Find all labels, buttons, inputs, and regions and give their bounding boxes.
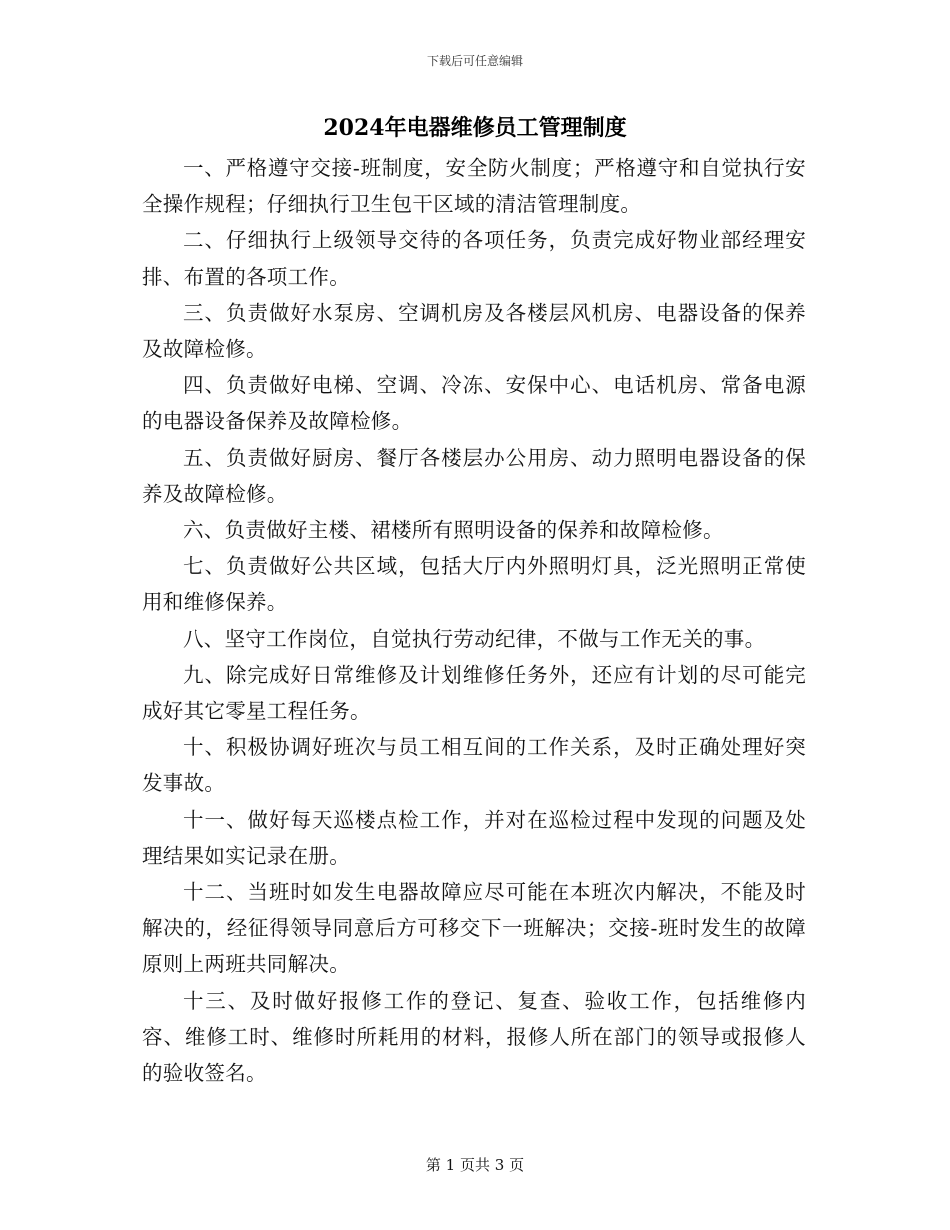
paragraph-8: 八、坚守工作岗位，自觉执行劳动纪律，不做与工作无关的事。	[183, 626, 766, 651]
paragraph-4: 四、负责做好电梯、空调、冷冻、安保中心、电话机房、常备电源的电器设备保养及故障检修。	[142, 373, 806, 434]
paragraph-1: 一、严格遵守交接-班制度，安全防火制度；严格遵守和自觉执行安全操作规程；仔细执行卫生包干区域的清洁管理制度。	[142, 156, 806, 217]
paragraph-7: 七、负责做好公共区域，包括大厅内外照明灯具，泛光照明正常使用和维修保养。	[142, 554, 806, 615]
paragraph-6: 六、负责做好主楼、裙楼所有照明设备的保养和故障检修。	[183, 518, 724, 543]
document-body	[142, 150, 806, 1091]
paragraph-11: 十一、做好每天巡楼点检工作，并对在巡检过程中发现的问题及处理结果如实记录在册。	[142, 807, 806, 868]
paragraph-12: 十二、当班时如发生电器故障应尽可能在本班次内解决，不能及时解决的，经征得领导同意后方可移交下一班解决；交接-班时发生的故障原则上两班共同解决。	[142, 880, 806, 977]
paragraph-3: 三、负责做好水泵房、空调机房及各楼层风机房、电器设备的保养及故障检修。	[142, 300, 806, 362]
page-header-note: 下载后可任意编辑	[426, 54, 523, 68]
document-title: 2024年电器维修员工管理制度	[323, 115, 627, 141]
paragraph-13: 十三、及时做好报修工作的登记、复查、验收工作，包括维修内容、维修工时、维修时所耗用的材料，报修人所在部门的领导或报修人的验收签名。	[142, 988, 806, 1086]
paragraph-5: 五、负责做好厨房、餐厅各楼层办公用房、动力照明电器设备的保养及故障检修。	[142, 445, 806, 506]
paragraph-9: 九、除完成好日常维修及计划维修任务外，还应有计划的尽可能完成好其它零星工程任务。	[142, 662, 806, 724]
page-number: 第 1 页共 3 页	[425, 1156, 525, 1174]
paragraph-2: 二、仔细执行上级领导交待的各项任务，负责完成好物业部经理安排、布置的各项工作。	[142, 228, 806, 289]
paragraph-10: 十、积极协调好班次与员工相互间的工作关系，及时正确处理好突发事故。	[142, 735, 806, 796]
